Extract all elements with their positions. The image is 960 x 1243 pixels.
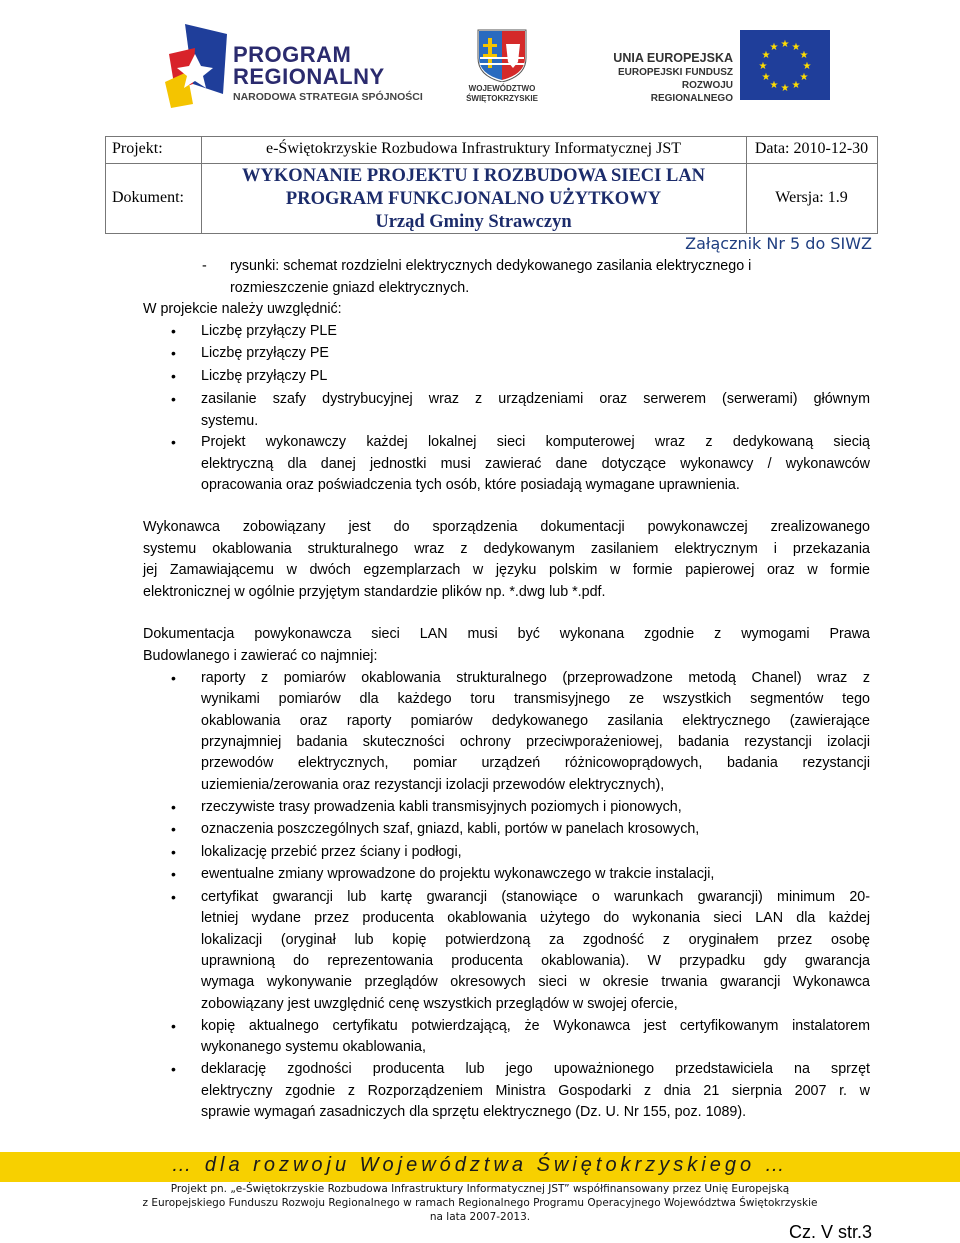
list-item: zobowiązany jest uwzględnić cenę wszystkich przeglądów w swojej ofercie, <box>201 996 678 1012</box>
document-title <box>201 165 746 234</box>
paragraph-line: Budowlanego i zawierać co najmniej: <box>143 648 378 664</box>
svg-text:★: ★ <box>758 61 768 72</box>
list-item: raporty z pomiarów okablowania strukturalnego (przeprowadzone metodą Chanel) wraz z <box>201 670 870 686</box>
wojewodztwo-logo <box>466 28 538 108</box>
list-item: Liczbę przyłączy PL <box>201 368 328 384</box>
document-title-line1: WYKONANIE PROJEKTU I ROZBUDOWA SIECI LAN <box>241 166 706 186</box>
list-item: sprawie wymagań zasadniczych dla sprzętu elektrycznego (Dz. U. Nr 155, poz. 1089). <box>201 1104 747 1120</box>
paragraph-line: Wykonawca zobowiązany jest do sporządzenia dokumentacji powykonawczej zrealizowanego <box>143 519 870 535</box>
bullet-icon: • <box>171 821 176 837</box>
bullet-icon: • <box>171 368 176 384</box>
bullet-icon: • <box>171 799 176 815</box>
eu-flag-icon <box>740 30 830 100</box>
list-intro: W projekcie należy uwzględnić: <box>143 301 342 317</box>
list-item: systemu. <box>201 413 259 429</box>
document-title-line2: PROGRAM FUNKCJONALNO UŻYTKOWY <box>285 189 662 209</box>
svg-text:★: ★ <box>799 50 809 61</box>
svg-text:★: ★ <box>780 39 790 50</box>
ue-logo-line3: ROZWOJU REGIONALNEGO <box>650 80 733 104</box>
projekt-value: e-Świętokrzyskie Rozbudowa Infrastruktury Informatycznej JST <box>266 140 681 157</box>
list-item: przynajmniej badania skuteczności ochrony przeciwporażeniowej, badania rezystancji izolacji <box>201 734 870 750</box>
document-title-line3: Urząd Gminy Strawczyn <box>375 212 572 232</box>
bullet-icon: • <box>171 391 176 407</box>
list-item: Liczbę przyłączy PLE <box>201 323 337 339</box>
wojewodztwo-logo-line1: WOJEWÓDZTWO <box>468 84 536 93</box>
list-item: przewodów elektrycznych, pomiar urządzeń różnicowoprądowych, badania rezystancji <box>201 755 870 771</box>
page-number: Cz. V str.3 <box>788 1222 872 1242</box>
program-regionalny-logo <box>165 24 425 109</box>
list-item: Liczbę przyłączy PE <box>201 345 329 361</box>
footer-line1: Projekt pn. „e-Świętokrzyskie Rozbudowa Infrastruktury Informatycznej JST” współfinansowany przez Unię Europejską <box>170 1183 790 1195</box>
list-item: uprawnioną do reprezentowania producenta okablowania). W przypadku gdy gwarancja <box>201 953 870 969</box>
ue-logo-line1: UNIA EUROPEJSKA <box>613 51 733 65</box>
paragraph-line: Dokumentacja powykonawcza sieci LAN musi być wykonana zgodnie z wymogami Prawa <box>143 626 870 642</box>
list-item: uziemienia/zerowania oraz rezystancji izolacji przewodów elektrycznych), <box>201 777 665 793</box>
list-item: letniej wydane przez producenta okablowania użytego do wykonania sieci LAN dla każdej <box>201 910 870 926</box>
svg-text:★: ★ <box>791 42 801 53</box>
attachment-label: Załącznik Nr 5 do SIWZ <box>685 234 872 253</box>
list-item: lokalizacji (oryginał lub kopię potwierdzoną za zgodność z oryginałem przez osobę <box>201 932 870 948</box>
list-item: oznaczenia poszczególnych szaf, gniazd, kabli, portów w panelach krosowych, <box>201 821 700 837</box>
svg-text:★: ★ <box>761 50 771 61</box>
eu-stars-icon <box>740 30 830 100</box>
paragraph-line: elektronicznej w ogólnie przyjętym standardzie plików np. *.dwg lub *.pdf. <box>143 584 606 600</box>
list-item: elektryczny zgodnie z Rozporządzeniem Ministra Gospodarki z dnia 21 sierpnia 2007 r. w <box>201 1083 870 1099</box>
bullet-icon: • <box>171 1018 176 1034</box>
svg-text:★: ★ <box>780 83 790 94</box>
list-item: deklarację zgodności producenta lub jego upoważnionego przedstawiciela na sprzęt <box>201 1061 870 1077</box>
list-item: elektryczną dla danej jednostki musi zawierać dane dotyczące wykonawcy / wykonawców <box>201 456 870 472</box>
projekt-label: Projekt: <box>112 140 163 157</box>
program-regionalny-emblem-icon <box>165 24 231 109</box>
document-header-table <box>105 136 878 234</box>
list-item: rzeczywiste trasy prowadzenia kabli transmisyjnych poziomych i pionowych, <box>201 799 682 815</box>
paragraph-line: systemu okablowania strukturalnego wraz z dedykowanym zasilaniem elektrycznym i przekazania <box>143 541 870 557</box>
footer-motto: … dla rozwoju Województwa Świętokrzyskiego … <box>171 1154 789 1176</box>
bullet-icon: • <box>171 866 176 882</box>
program-logo-line2: REGIONALNY <box>233 64 385 89</box>
list-item: Projekt wykonawczy każdej lokalnej sieci komputerowej wraz z dedykowaną siecią <box>201 434 870 450</box>
svg-text:★: ★ <box>769 42 779 53</box>
list-item: zasilanie szafy dystrybucyjnej wraz z urządzeniami oraz serwerem (serwerami) głównym <box>201 391 870 407</box>
bullet-icon: • <box>171 323 176 339</box>
unia-europejska-logo <box>605 30 830 105</box>
wojewodztwo-logo-line2: ŚWIĘTOKRZYSKIE <box>466 94 538 103</box>
svg-text:★: ★ <box>791 80 801 91</box>
list-item: opracowania oraz poświadczenia tych osób, które posiadają wymagane uprawnienia. <box>201 477 740 493</box>
list-item: wynikami pomiarów dla każdego toru transmisyjnego ze wszystkich segmentów tego <box>201 691 870 707</box>
dash-item-line1: rysunki: schemat rozdzielni elektrycznych dedykowanego zasilania elektrycznego i <box>230 258 752 274</box>
program-logo-line3: NARODOWA STRATEGIA SPÓJNOŚCI <box>233 91 423 103</box>
dash-marker: - <box>202 258 207 274</box>
coat-of-arms-icon <box>466 28 538 82</box>
program-logo-line1: PROGRAM <box>233 42 352 67</box>
bullet-icon: • <box>171 345 176 361</box>
bullet-icon: • <box>171 1061 176 1077</box>
dash-item-line2: rozmieszczenie gniazd elektrycznych. <box>230 280 470 296</box>
document-date: Data: 2010-12-30 <box>754 140 869 157</box>
list-item: lokalizację przebić przez ściany i podłogi, <box>201 844 462 860</box>
svg-text:★: ★ <box>799 72 809 83</box>
svg-text:★: ★ <box>769 80 779 91</box>
list-item: okablowania oraz raporty pomiarów dedykowanego zasilania elektrycznego (zawierające <box>201 713 870 729</box>
list-item: wykonanego systemu okablowania, <box>201 1039 426 1055</box>
paragraph-line: jej Zamawiającemu w dwóch egzemplarzach w języku polskim w formie papierowej oraz w formie <box>143 562 870 578</box>
footer-line2: z Europejskiego Funduszu Rozwoju Regionalnego w ramach Regionalnego Programu Operacyjnego Województwa Świętokrzyskie <box>142 1197 818 1209</box>
bullet-icon: • <box>171 670 176 686</box>
ue-logo-line2: EUROPEJSKI FUNDUSZ <box>617 67 733 78</box>
svg-text:★: ★ <box>802 61 812 72</box>
dokument-label: Dokument: <box>112 189 184 206</box>
list-item: kopię aktualnego certyfikatu potwierdzającą, że Wykonawca jest certyfikowanym instalatorem <box>201 1018 870 1034</box>
list-item: ewentualne zmiany wprowadzone do projektu wykonawczego w trakcie instalacji, <box>201 866 715 882</box>
footer-band <box>0 1152 960 1182</box>
bullet-icon: • <box>171 889 176 905</box>
bullet-icon: • <box>171 844 176 860</box>
footer-line3: na lata 2007-2013. <box>429 1211 531 1223</box>
document-version: Wersja: 1.9 <box>775 189 848 206</box>
svg-text:★: ★ <box>761 72 771 83</box>
bullet-icon: • <box>171 434 176 450</box>
list-item: wymaga wykonywanie przeglądów okresowych sieci w okresie trwania gwarancji Wykonawca <box>201 974 870 990</box>
list-item: certyfikat gwarancji lub kartę gwarancji (stanowiące o warunkach gwarancji) minimum 20- <box>201 889 870 905</box>
